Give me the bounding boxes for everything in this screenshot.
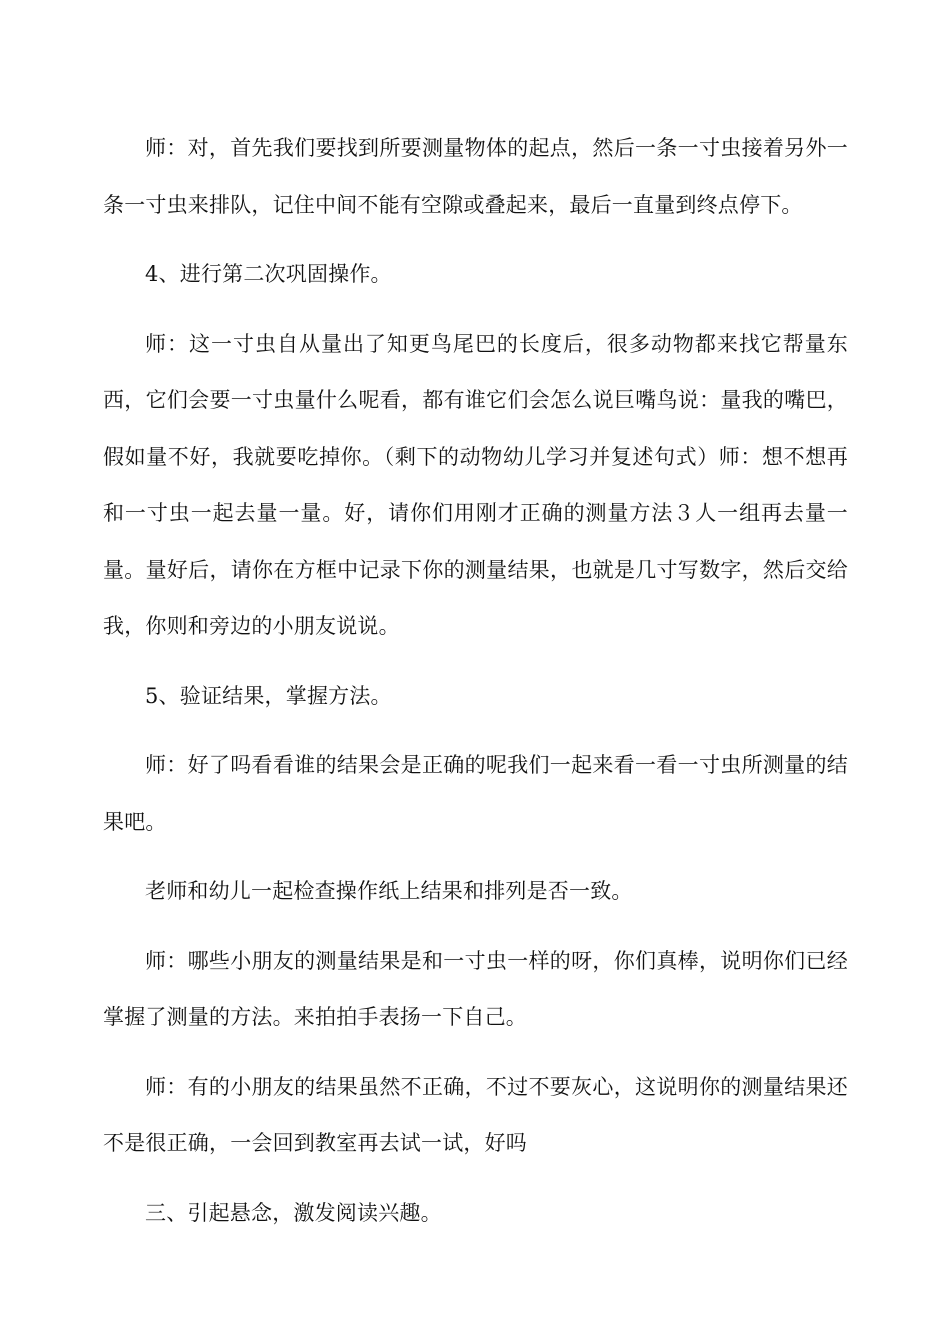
paragraph-teacher-measuring-method: 师：对，首先我们要找到所要测量物体的起点，然后一条一寸虫接着另外一条一寸虫来排队，记住中间不能有空隙或叠起来，最后一直量到终点停下。 [103,136,848,217]
paragraph-teacher-animals-measure: 师：这一寸虫自从量出了知更鸟尾巴的长度后，很多动物都来找它帮量东西，它们会要一寸虫量什么呢看，都有谁它们会怎么说巨嘴鸟说：量我的嘴巴，假如量不好，我就要吃掉你。（剩下的动物幼儿学习并复述句式）师：想不想再和一寸虫一起去量一量。好，请你们用刚才正确的测量方法３人一组再去量一量。量好后，请你在方框中记录下你的测量结果，也就是几寸写数字，然后交给我，你则和旁边的小朋友说说。 [103,331,848,638]
document-page [103,120,848,1254]
paragraph-section-3-heading: 三、引起悬念，激发阅读兴趣。 [145,1200,442,1225]
paragraph-teacher-children-check: 老师和幼儿一起检查操作纸上结果和排列是否一致。 [145,879,633,903]
paragraph-teacher-praise: 师：哪些小朋友的测量结果是和一寸虫一样的呀，你们真棒，说明你们已经掌握了测量的方法。来拍拍手表扬一下自己。 [103,948,848,1029]
paragraph-teacher-check-results: 师：好了吗看看谁的结果会是正确的呢我们一起来看一看一寸虫所测量的结果吧。 [103,753,848,834]
paragraph-step-5-heading: 5、验证结果，掌握方法。 [145,683,392,708]
paragraph-teacher-encourage: 师：有的小朋友的结果虽然不正确，不过不要灰心，这说明你的测量结果还不是很正确，一会回到教室再去试一试，好吗 [103,1074,848,1155]
paragraph-step-4-heading: 4、进行第二次巩固操作。 [145,262,392,286]
